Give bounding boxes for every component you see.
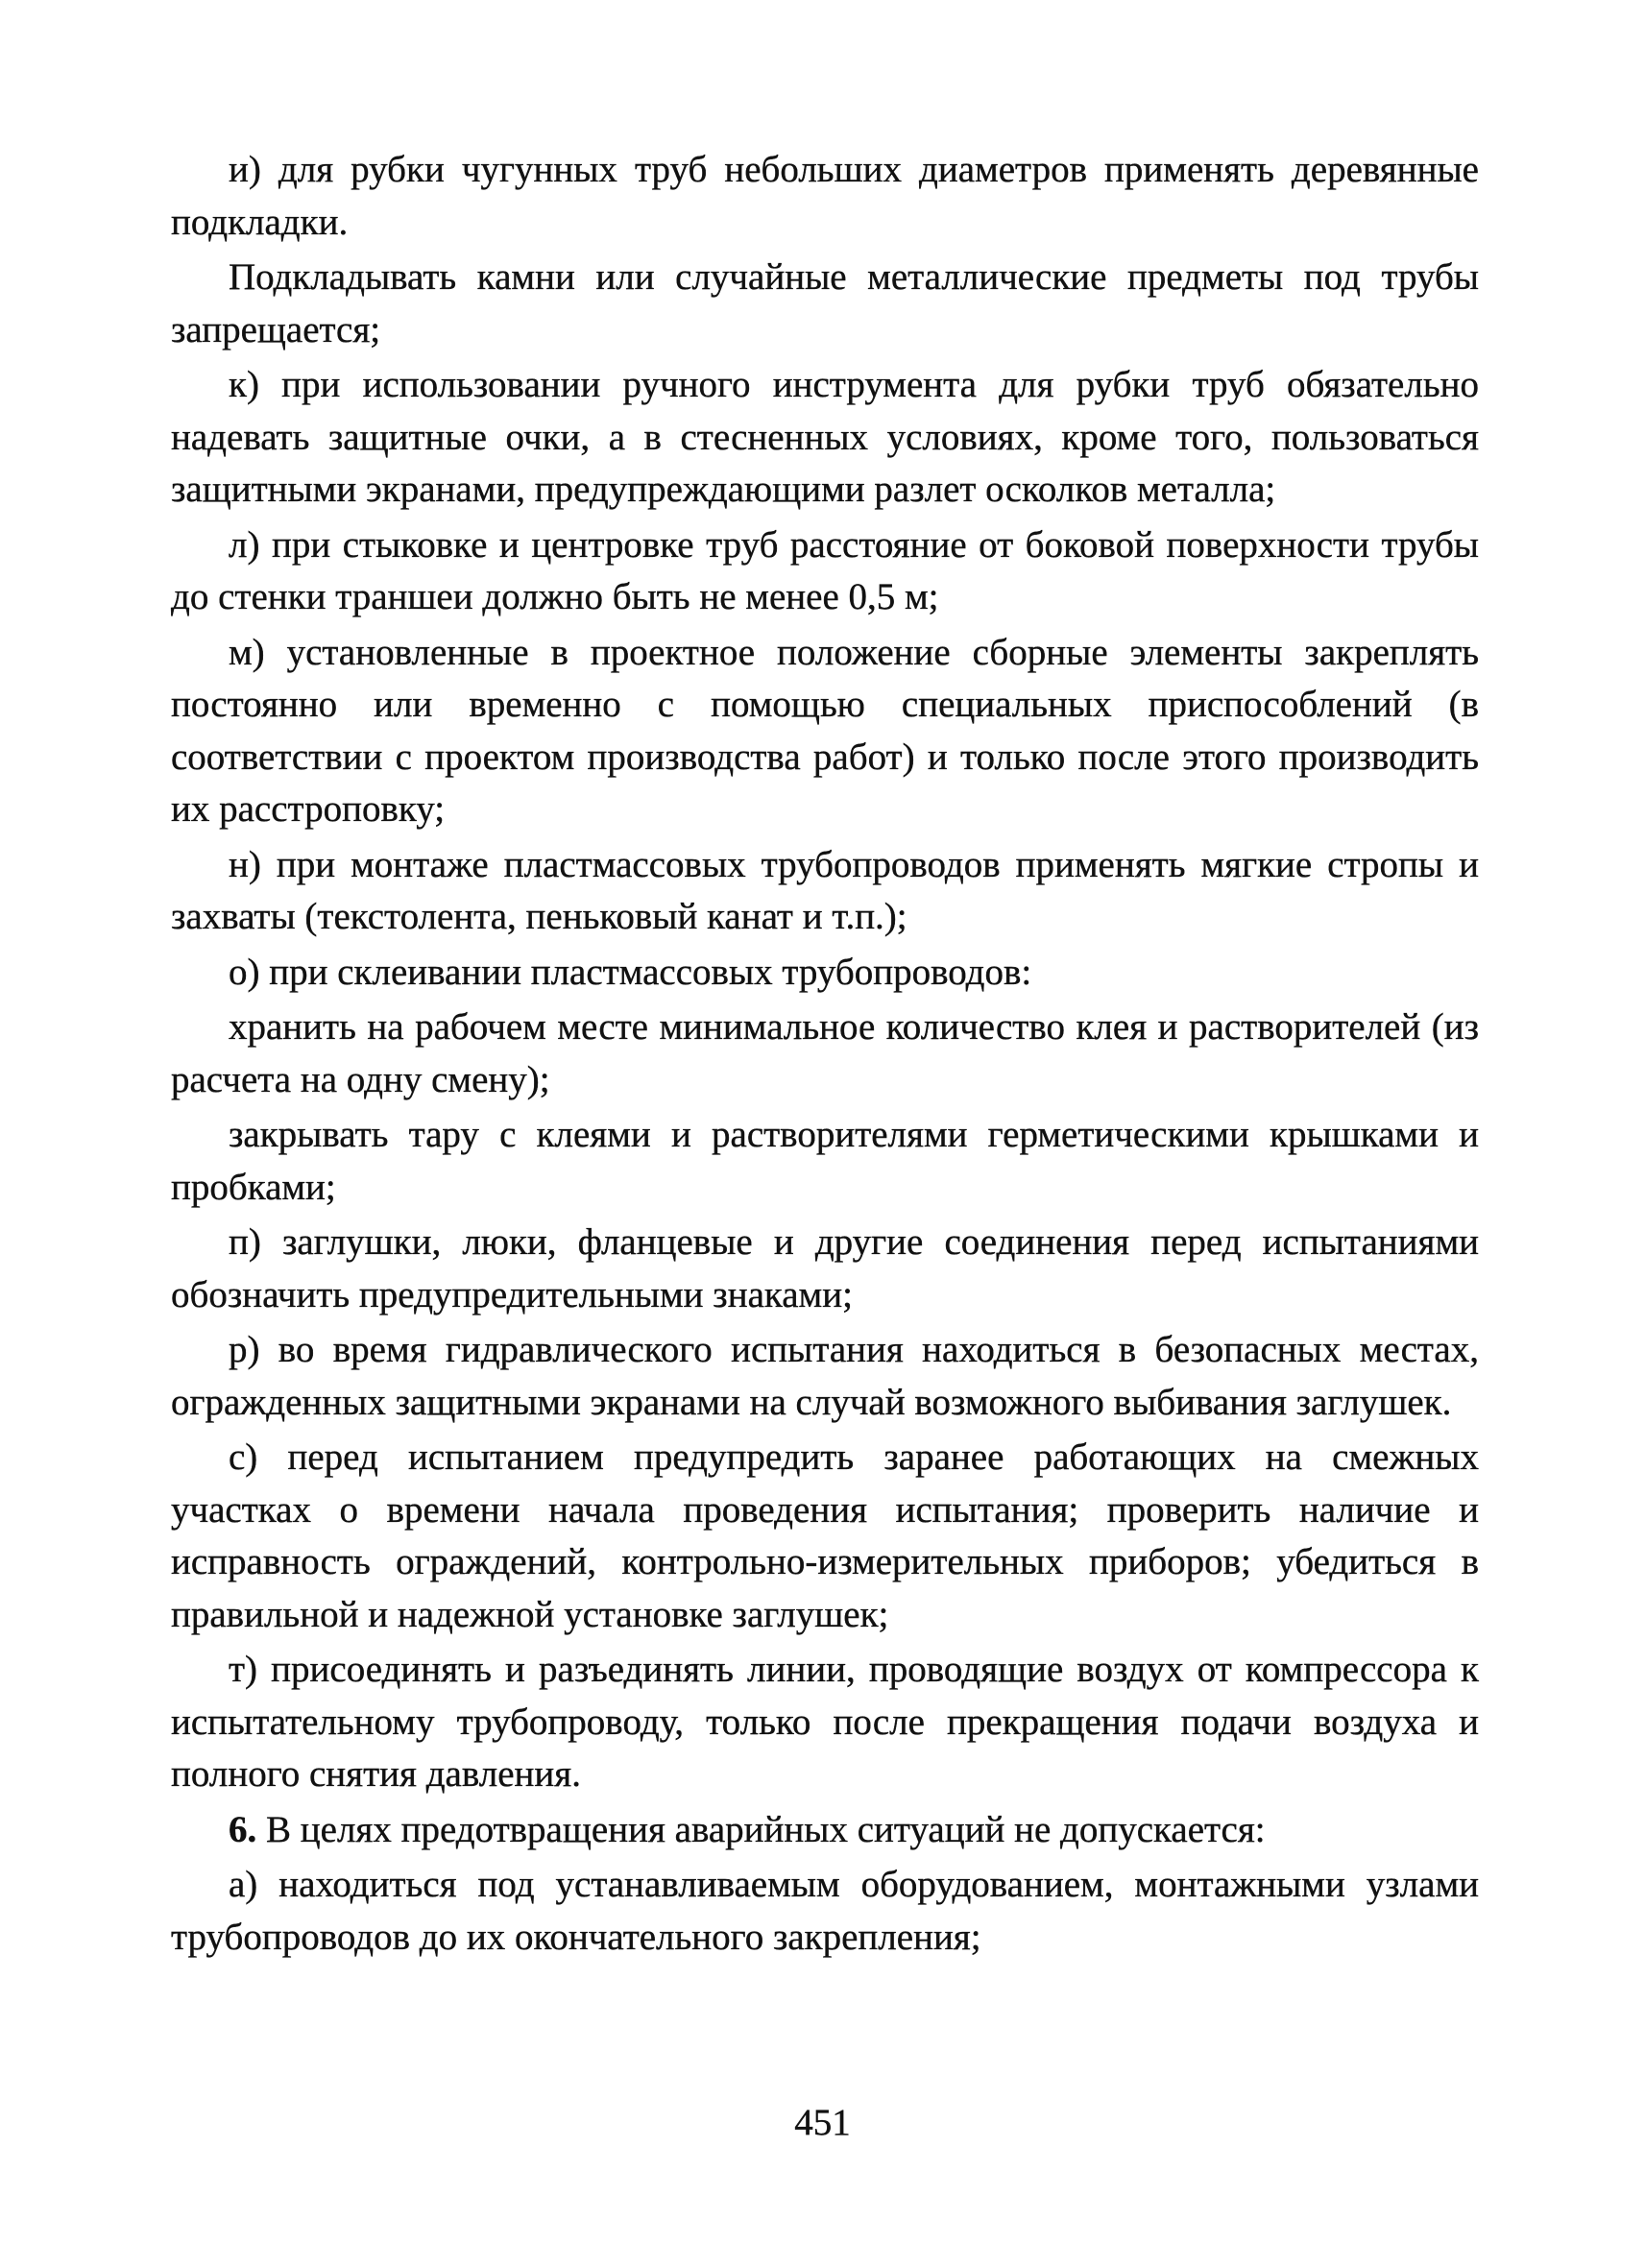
- paragraph-text: к) при использовании ручного инструмента для рубки труб обязательно надевать защитные очки, а в стесненных условиях, кроме того, пользоваться защитными экранами, предупреждающими разлет осколков металла;: [171, 364, 1479, 510]
- paragraph-text: п) заглушки, люки, фланцевые и другие соединения перед испытаниями обозначить предупредительными знаками;: [171, 1221, 1479, 1315]
- body-text: [171, 144, 1479, 1966]
- paragraph: [171, 947, 1479, 1000]
- section-number: 6.: [229, 1808, 257, 1850]
- paragraph: [171, 1001, 1479, 1106]
- paragraph: [171, 1432, 1479, 1641]
- paragraph: [171, 839, 1479, 944]
- paragraph-text: н) при монтаже пластмассовых трубопроводов применять мягкие стропы и захваты (текстолента, пеньковый канат и т.п.);: [171, 843, 1479, 937]
- paragraph-text: а) находиться под устанавливаемым оборудованием, монтажными узлами трубопроводов до их окончательного закрепления;: [171, 1864, 1479, 1958]
- paragraph-text: с) перед испытанием предупредить заранее работающих на смежных участках о времени начала проведения испытания; проверить наличие и исправность ограждений, контрольно-измерительных приборов; убедиться в правильной и надежной установке заглушек;: [171, 1436, 1479, 1635]
- paragraph: [171, 1859, 1479, 1964]
- paragraph-text: закрывать тару с клеями и растворителями герметическими крышками и пробками;: [171, 1114, 1479, 1208]
- paragraph: [171, 1217, 1479, 1321]
- paragraph-text: и) для рубки чугунных труб небольших диаметров применять деревянные подкладки.: [171, 149, 1479, 243]
- paragraph: [171, 144, 1479, 249]
- page-number: 451: [794, 2102, 851, 2143]
- paragraph-text: о) при склеивании пластмассовых трубопроводов:: [229, 951, 1032, 993]
- paragraph: [171, 1324, 1479, 1429]
- paragraph: [171, 627, 1479, 836]
- paragraph-text: хранить на рабочем месте минимальное количество клея и растворителей (из расчета на одну смену);: [171, 1006, 1479, 1100]
- section-heading-paragraph: [171, 1804, 1479, 1857]
- paragraph: [171, 1109, 1479, 1214]
- paragraph-text: Подкладывать камни или случайные металлические предметы под трубы запрещается;: [171, 256, 1479, 350]
- paragraph-text: м) установленные в проектное положение сборные элементы закреплять постоянно или временно с помощью специальных приспособлений (в соответствии с проектом производства работ) и только после этого производить их расстроповку;: [171, 631, 1479, 830]
- paragraph-text: р) во время гидравлического испытания находиться в безопасных местах, огражденных защитными экранами на случай возможного выбивания заглушек.: [171, 1329, 1479, 1423]
- paragraph-text: л) при стыковке и центровке труб расстояние от боковой поверхности трубы до стенки траншеи должно быть не менее 0,5 м;: [171, 523, 1479, 617]
- paragraph: [171, 252, 1479, 356]
- paragraph-text: В целях предотвращения аварийных ситуаций не допускается:: [256, 1808, 1266, 1850]
- paragraph: [171, 1644, 1479, 1801]
- paragraph: [171, 519, 1479, 624]
- paragraph-text: т) присоединять и разъединять линии, проводящие воздух от компрессора к испытательному трубопроводу, только после прекращения подачи воздуха и полного снятия давления.: [171, 1649, 1479, 1795]
- paragraph: [171, 359, 1479, 517]
